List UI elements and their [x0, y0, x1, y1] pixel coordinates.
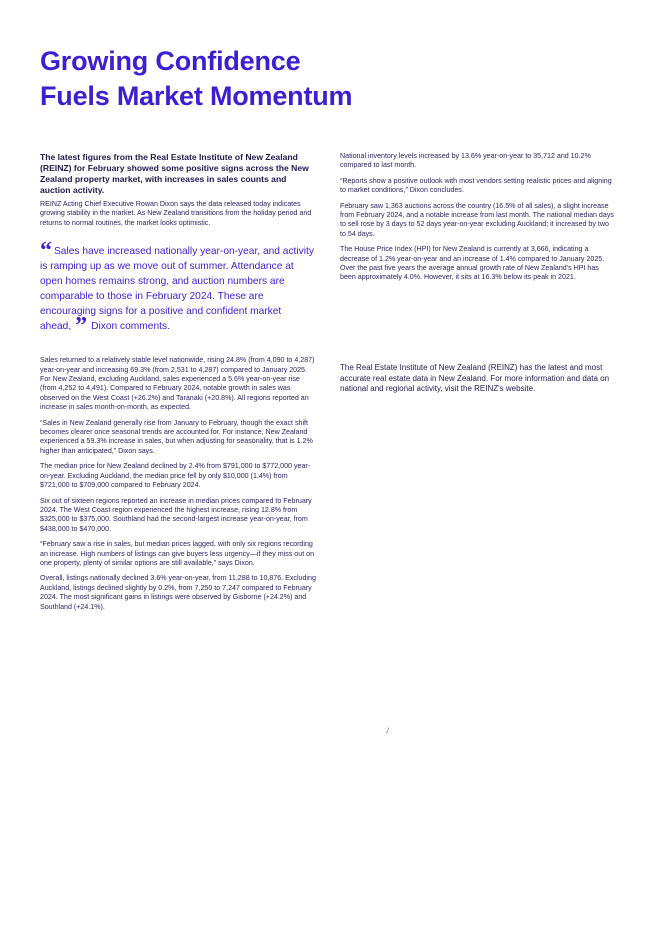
body-paragraph-auctions: February saw 1,363 auctions across the country (16.5% of all sales), a slight increase from February 2024, and a notable increase from last month. The national median days to sell rose by 3 days to 52 days year-on-year excluding Auckland; it increased by two to 54 days. — [340, 201, 614, 238]
body-paragraph-hpi: The House Price Index (HPI) for New Zealand is currently at 3,666, indicating a decrease of 1.2% year-on-year and an increase of 1.4% compared to January 2025. Over the past five years the average annual growth rate of New Zealand's HPI has been approximately 4.0%. However, it sits at 16.3% below its peak in 2021. — [340, 245, 605, 282]
body-paragraph-listings: Overall, listings nationally declined 3.6% year-on-year, from 11,288 to 10,876. Excluding Auckland, listings declined slightly by 0.2%, from 7,250 to 7,247 compared to February 2024. The most significant gains in listings were observed by Gisborne (+24.2%) and Southland (+24.1%). — [40, 574, 316, 611]
pull-quote-text: Sales have increased nationally year-on-year, and activity is ramping up as we move out of summer. Attendance at open homes remains strong, and auction numbers are comparable to those in February 2024. These are encouraging signs for a positive and confident market ahead, — [40, 246, 314, 333]
body-paragraph-regions: Six out of sixteen regions reported an increase in median prices compared to February 2024. The West Coast region experienced the highest increase, rising 12.8% from $325,000 to $375,000. Southland had the second-largest increase year-on-year, from $438,000 to $470,000. — [40, 496, 312, 533]
stray-mark-icon — [386, 727, 390, 733]
open-quote-icon: “ — [40, 238, 52, 265]
body-paragraph-outlook: “Reports show a positive outlook with most vendors setting realistic prices and aligning to market conditions,” Dixon concludes. — [340, 176, 612, 195]
pull-quote-attribution: Dixon comments. — [91, 321, 170, 333]
body-paragraph-seasonality: “Sales in New Zealand generally rise from January to February, though the exact shift becomes clearer once seasonal trends are accounted for. For instance, New Zealand experienced a 59.3% increase in sales, but when adjusting for seasonality, that is 1.2% higher than anticipated,” Dixon says. — [40, 418, 313, 455]
left-column — [40, 152, 318, 618]
intro-paragraph: REINZ Acting Chief Executive Rowan Dixon says the data released today indicates growing stability in the market. As New Zealand transitions from the holiday period and returns to normal routines, the market looks optimistic. — [40, 200, 312, 227]
body-paragraph-listings-quote: “February saw a rise in sales, but median prices lagged, with only six regions recording an increase. High numbers of listings can give buyers less urgency—if they miss out on one property, plenty of similar options are still available,” says Dixon. — [40, 540, 315, 567]
reinz-info-paragraph: The Real Estate Institute of New Zealand (REINZ) has the latest and most accurate real estate data in New Zealand. For more information and data on national and regional activity, visit the REINZ's website. — [340, 362, 610, 394]
page-title — [40, 44, 600, 114]
body-paragraph-median-price: The median price for New Zealand declined by 2.4% from $791,000 to $772,000 year-on-year. Excluding Auckland, the median price fell by only $10,000 (1.4%) from $721,000 to $709,000 compared to February 2024. — [40, 462, 311, 490]
title-line-2: Fuels Market Momentum — [40, 81, 353, 111]
title-line-1: Growing Confidence — [40, 46, 301, 76]
body-paragraph-sales: Sales returned to a relatively stable level nationwide, rising 24.8% (from 4,090 to 4,287) year-on-year and increasing 69.3% (from 2,531 to 4,287) compared to January 2025. For New Zealand, excluding Auckland, sales experienced a 5.6% year-on-year rise (from 4,252 to 4,491). Compared to February 2024, notable growth in sales was observed on the West Coast (+26.2%) and Taranaki (+20.8%). All regions reported an increase in sales month-on-month, as expected. — [40, 356, 315, 412]
right-column — [340, 152, 615, 401]
body-paragraph-inventory: National inventory levels increased by 13.6% year-on-year to 35,712 and 10.2% compared to last month. — [340, 152, 591, 170]
pull-quote — [40, 238, 318, 340]
close-quote-icon: ” — [75, 313, 88, 340]
lead-paragraph: The latest figures from the Real Estate Institute of New Zealand (REINZ) for February showed some positive signs across the New Zealand property market, with increases in sales counts and auction activity. — [40, 152, 309, 195]
